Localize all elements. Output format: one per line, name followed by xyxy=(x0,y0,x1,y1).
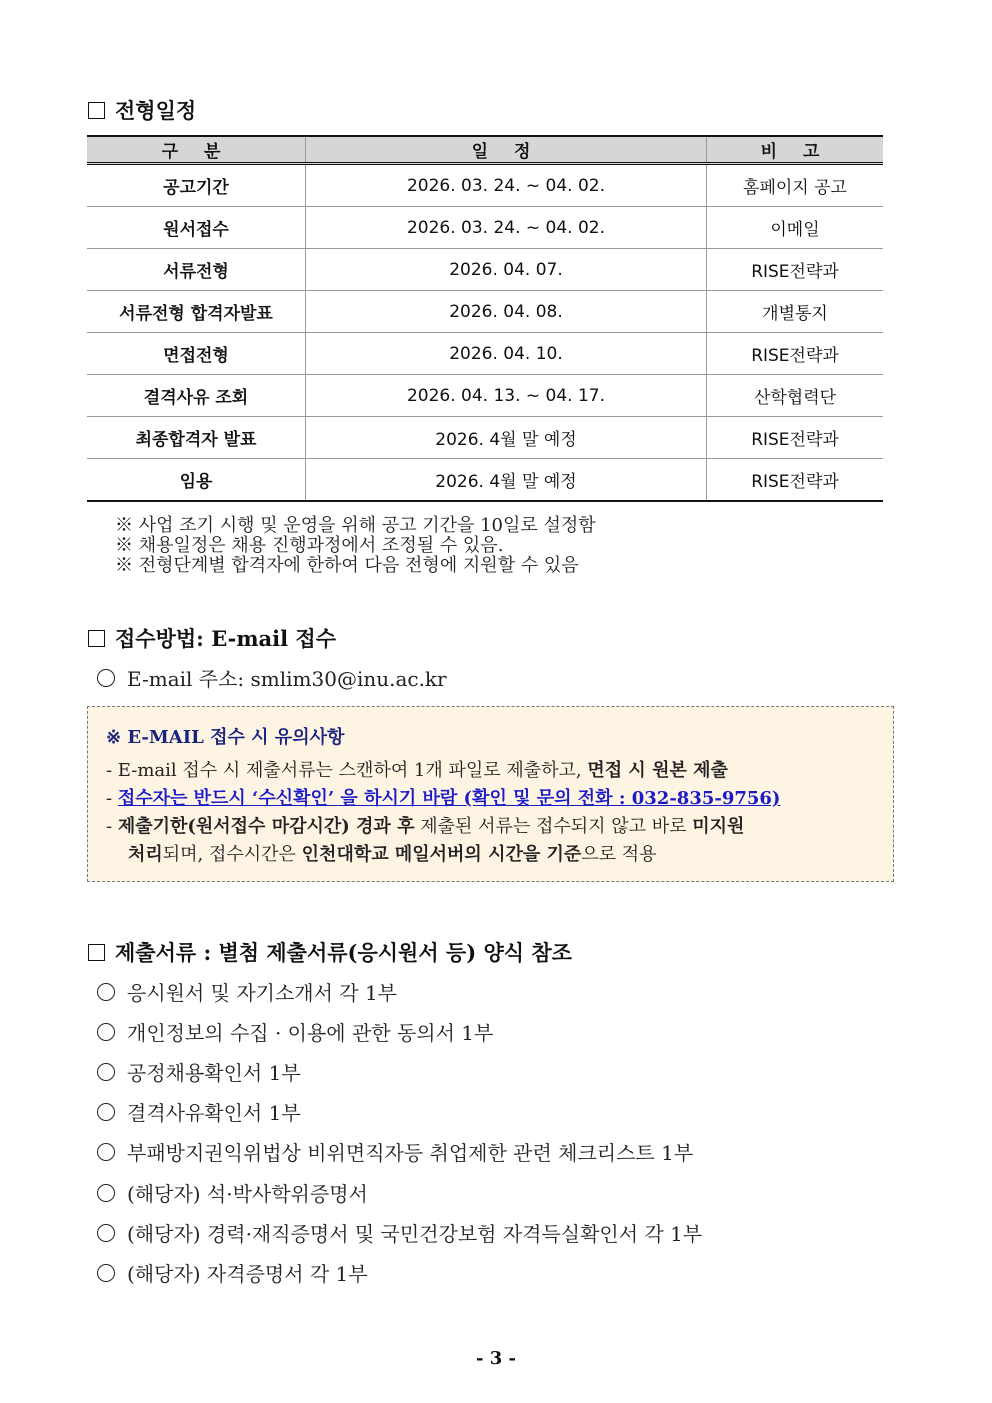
checkbox-square-icon xyxy=(88,102,105,119)
row-date: 2026. 04. 07. xyxy=(306,249,707,291)
header-remark: 비 고 xyxy=(707,136,884,164)
schedule-note: ※ 전형단계별 합격자에 한하여 다음 전형에 지원할 수 있음 xyxy=(115,555,579,576)
row-date: 2026. 04. 10. xyxy=(306,333,707,375)
row-category: 서류전형 합격자발표 xyxy=(87,291,306,333)
document-item: 결격사유확인서 1부 xyxy=(97,1097,301,1126)
schedule-note: ※ 채용일정은 채용 진행과정에서 조정될 수 있음. xyxy=(115,535,504,556)
email-address-text: E-mail 주소: smlim30@inu.ac.kr xyxy=(127,667,447,691)
documents-section-title: 제출서류 : 별첨 제출서류(응시원서 등) 양식 참조 xyxy=(88,937,572,967)
row-date: 2026. 03. 24. ~ 04. 02. xyxy=(306,207,707,249)
table-row xyxy=(87,417,883,459)
table-row xyxy=(87,249,883,291)
circle-bullet-icon xyxy=(97,1264,115,1282)
row-date: 2026. 03. 24. ~ 04. 02. xyxy=(306,164,707,207)
schedule-note: ※ 사업 조기 시행 및 운영을 위해 공고 기간을 10일로 설정함 xyxy=(115,515,596,536)
header-schedule: 일 정 xyxy=(306,136,707,164)
row-remark: 이메일 xyxy=(707,207,884,249)
row-remark: 산학협력단 xyxy=(707,375,884,417)
header-category: 구 분 xyxy=(87,136,306,164)
row-category: 임용 xyxy=(87,459,306,502)
notice-line-2: - 접수자는 반드시 ‘수신확인’ 을 하시기 바람 (확인 및 문의 전화 : 032-835-9756) xyxy=(106,788,781,809)
circle-bullet-icon xyxy=(97,983,115,1001)
row-category: 서류전형 xyxy=(87,249,306,291)
circle-bullet-icon xyxy=(97,1063,115,1081)
schedule-table xyxy=(87,135,883,502)
row-remark: RISE전략과 xyxy=(707,417,884,459)
table-row xyxy=(87,291,883,333)
document-item: 개인정보의 수집 · 이용에 관한 동의서 1부 xyxy=(97,1017,493,1046)
table-row xyxy=(87,207,883,249)
row-category: 면접전형 xyxy=(87,333,306,375)
document-item: 응시원서 및 자기소개서 각 1부 xyxy=(97,977,397,1006)
row-remark: RISE전략과 xyxy=(707,249,884,291)
row-date: 2026. 04. 13. ~ 04. 17. xyxy=(306,375,707,417)
row-remark: RISE전략과 xyxy=(707,333,884,375)
row-remark: 개별통지 xyxy=(707,291,884,333)
schedule-section-title: 전형일정 xyxy=(88,95,196,125)
table-row xyxy=(87,459,883,502)
contact-phone-link: 접수자는 반드시 ‘수신확인’ 을 하시기 바람 (확인 및 문의 전화 : 032-835-9756) xyxy=(117,788,781,809)
document-item: 부패방지권익위법상 비위면직자등 취업제한 관련 체크리스트 1부 xyxy=(97,1137,693,1166)
notice-line-3: - 제출기한(원서접수 마감시간) 경과 후 제출된 서류는 접수되지 않고 바로 미지원 xyxy=(106,816,745,837)
checkbox-square-icon xyxy=(88,944,105,961)
document-item: (해당자) 석·박사학위증명서 xyxy=(97,1178,368,1207)
email-notice-box xyxy=(87,706,894,882)
notice-header: ※ E-MAIL 접수 시 유의사항 xyxy=(106,727,345,748)
document-item: 공정채용확인서 1부 xyxy=(97,1057,301,1086)
row-date: 2026. 4월 말 예정 xyxy=(306,417,707,459)
row-remark: RISE전략과 xyxy=(707,459,884,502)
page-number: - 3 - xyxy=(476,1348,516,1369)
circle-bullet-icon xyxy=(97,1023,115,1041)
table-header-row xyxy=(87,136,883,164)
notice-line-4: 처리되며, 접수시간은 인천대학교 메일서버의 시간을 기준으로 적용 xyxy=(128,844,657,865)
schedule-notes xyxy=(115,516,596,576)
email-address-item xyxy=(97,663,447,692)
receipt-section-title: 접수방법: E-mail 접수 xyxy=(88,623,336,653)
row-category: 원서접수 xyxy=(87,207,306,249)
row-category: 최종합격자 발표 xyxy=(87,417,306,459)
circle-bullet-icon xyxy=(97,1184,115,1202)
row-category: 공고기간 xyxy=(87,164,306,207)
checkbox-square-icon xyxy=(88,630,105,647)
document-item: (해당자) 경력·재직증명서 및 국민건강보험 자격득실확인서 각 1부 xyxy=(97,1218,702,1247)
circle-bullet-icon xyxy=(97,1103,115,1121)
table-row xyxy=(87,375,883,417)
table-row xyxy=(87,333,883,375)
document-item: (해당자) 자격증명서 각 1부 xyxy=(97,1258,368,1287)
row-category: 결격사유 조회 xyxy=(87,375,306,417)
notice-line-1: - E-mail 접수 시 제출서류는 스캔하여 1개 파일로 제출하고, 면접 시 원본 제출 xyxy=(106,760,728,781)
circle-bullet-icon xyxy=(97,669,115,687)
row-remark: 홈페이지 공고 xyxy=(707,164,884,207)
circle-bullet-icon xyxy=(97,1224,115,1242)
circle-bullet-icon xyxy=(97,1143,115,1161)
row-date: 2026. 04. 08. xyxy=(306,291,707,333)
table-row xyxy=(87,164,883,207)
row-date: 2026. 4월 말 예정 xyxy=(306,459,707,502)
